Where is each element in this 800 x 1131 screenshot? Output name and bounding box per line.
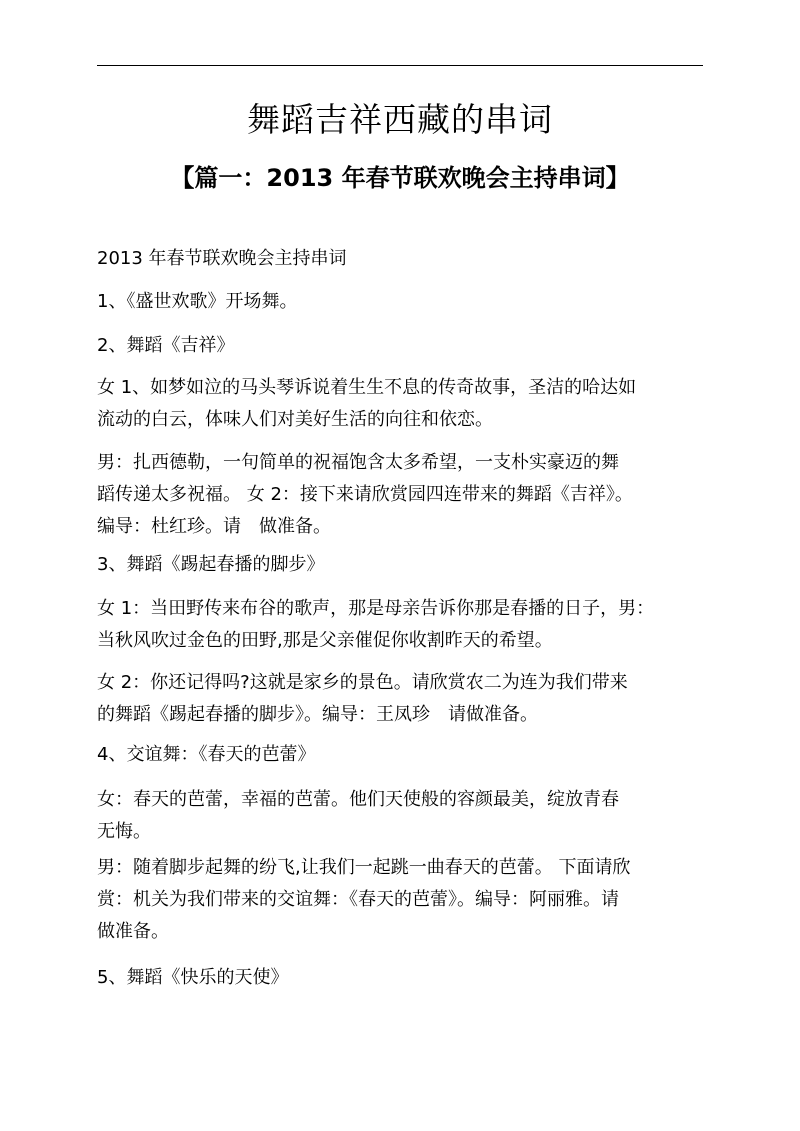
paragraph-line: 当秋风吹过金色的田野,那是父亲催促你收割昨天的希望。	[97, 630, 553, 651]
paragraph-line: 流动的白云，体味人们对美好生活的向往和依恋。	[97, 409, 493, 430]
paragraph-10	[97, 852, 707, 948]
paragraph-line: 1、《盛世欢歌》开场舞。	[97, 291, 298, 312]
paragraph-line: 3、舞蹈《踢起春播的脚步》	[97, 554, 325, 575]
paragraph-line: 做准备。	[97, 921, 169, 942]
paragraph-line: 4、交谊舞：《春天的芭蕾》	[97, 744, 316, 765]
paragraph-7	[97, 667, 707, 731]
paragraph-line: 女 1：当田野传来布谷的歌声，那是母亲告诉你那是春播的日子，男：	[97, 598, 655, 619]
paragraph-6	[97, 593, 707, 657]
paragraph-line: 男：扎西德勒，一句简单的祝福饱含太多希望，一支朴实豪迈的舞	[97, 452, 619, 473]
paragraph-line: 编导：杜红珍。请 做准备。	[97, 516, 331, 537]
header-rule	[97, 65, 703, 66]
paragraph-line: 5、舞蹈《快乐的天使》	[97, 967, 289, 988]
paragraph-line: 赏：机关为我们带来的交谊舞：《春天的芭蕾》。编导：阿丽雅。请	[97, 889, 619, 910]
paragraph-8	[97, 739, 707, 771]
paragraph-line: 女：春天的芭蕾，幸福的芭蕾。他们天使般的容颜最美，绽放青春	[97, 789, 619, 810]
paragraph-11	[97, 962, 707, 994]
paragraph-line: 男：随着脚步起舞的纷飞,让我们一起跳一曲春天的芭蕾。 下面请欣	[97, 857, 631, 878]
paragraph-4	[97, 447, 707, 543]
paragraph-line: 的舞蹈《踢起春播的脚步》。编导：王凤珍 请做准备。	[97, 704, 538, 725]
paragraph-5	[97, 549, 707, 581]
paragraph-line: 蹈传递太多祝福。 女 2：接下来请欣赏园四连带来的舞蹈《吉祥》。	[97, 484, 633, 505]
paragraph-line: 女 1、如梦如泣的马头琴诉说着生生不息的传奇故事，圣洁的哈达如	[97, 377, 637, 398]
paragraph-line: 女 2：你还记得吗?这就是家乡的景色。请欣赏农二为连为我们带来	[97, 672, 628, 693]
section-heading-text: 2013 年春节联欢晚会主持串词	[97, 248, 347, 269]
paragraph-line: 2、舞蹈《吉祥》	[97, 335, 235, 356]
document-title: 舞蹈吉祥西藏的串词	[247, 100, 553, 139]
paragraph-2	[97, 330, 707, 362]
section-heading	[97, 243, 707, 275]
paragraph-line: 无悔。	[97, 821, 151, 842]
paragraph-9	[97, 784, 707, 848]
document-subtitle: 【篇一：2013 年春节联欢晚会主持串词】	[170, 164, 630, 192]
paragraph-1	[97, 286, 707, 318]
paragraph-3	[97, 372, 707, 436]
